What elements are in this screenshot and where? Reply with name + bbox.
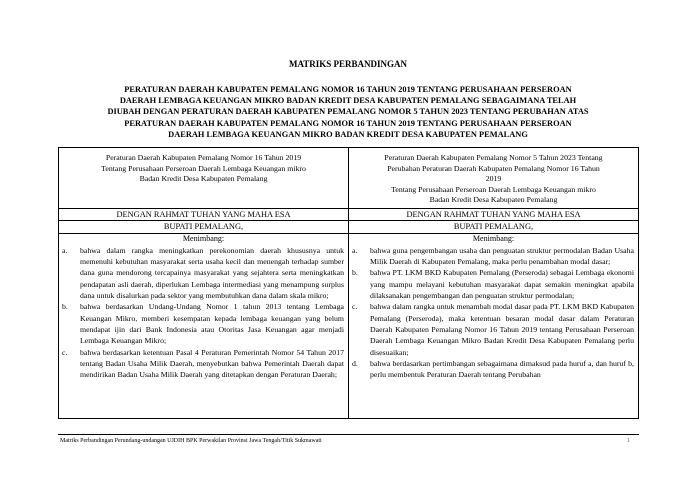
item-marker: b. xyxy=(352,268,358,278)
header-line: Badan Kredit Desa Kabupaten Pemalang xyxy=(139,174,268,184)
right-grace-phrase: DENGAN RAHMAT TUHAN YANG MAHA ESA xyxy=(349,208,639,221)
item-marker: d. xyxy=(352,358,358,368)
list-item xyxy=(349,301,638,357)
left-column-header xyxy=(59,148,349,209)
list-item xyxy=(349,267,638,301)
right-considerations xyxy=(349,233,639,418)
heading-line: PERATURAN DAERAH KABUPATEN PEMALANG NOMOR 16 TAHUN 2019 TENTANG PERUSAHAAN PERSEROAN xyxy=(124,85,572,94)
table-row xyxy=(59,221,639,234)
header-line: Perubahan Peraturan Daerah Kabupaten Pemalang Nomor 16 Tahun xyxy=(387,163,600,173)
table-header-row xyxy=(59,148,639,209)
item-text: bahwa berdasarkan ketentuan Pasal 4 Peraturan Pemerintah Nomor 54 Tahun 2017 tentang Badan Usaha Milik Daerah, menyebutkan bahwa Pemerintah Daerah dapat mendirikan Badan Usaha Milik Daerah yang ditetapkan dengan Peraturan Daerah; xyxy=(80,347,344,380)
header-line: Tentang Perusahaan Perseroan Daerah Lembaga Keuangan mikro xyxy=(101,163,306,173)
heading-line: DAERAH LEMBAGA KEUANGAN MIKRO BADAN KREDIT DESA KABUPATEN PEMALANG SEBAGAIMANA TELAH xyxy=(119,96,577,106)
list-item xyxy=(349,358,638,381)
item-marker: c. xyxy=(352,302,358,312)
item-marker: a. xyxy=(352,245,358,255)
list-item xyxy=(349,245,638,268)
heading-line: DIUBAH DENGAN PERATURAN DAERAH KABUPATEN PEMALANG NOMOR 5 TAHUN 2023 TENTANG PERUBAHAN ATAS xyxy=(107,107,589,117)
item-text: bahwa dalam rangka untuk menambah modal dasar pada PT. LKM BKD Kabupaten Pemalang (Perseroda), maka ketentuan besaran modal dasar dalam Peraturan Daerah Kabupaten Pemalang Nomor 16 Tahun 2019 tentang Perusahaan Perseroan Daerah Lembaga Keuangan Mikro Badan Kredit Desa Kabupaten Pemalang perlu disesuaikan; xyxy=(370,302,634,357)
item-text: bahwa berdasarkan pertimbangan sebagaimana dimaksud pada huruf a, dan huruf b, perlu membentuk Peraturan Daerah tentang Perubahan xyxy=(370,358,634,380)
heading-line: PERATURAN DAERAH KABUPATEN PEMALANG NOMOR 16 TAHUN 2019 TENTANG PERUSAHAAN PERSEROAN xyxy=(124,118,572,128)
item-text: bahwa berdasarkan Undang-Undang Nomor 1 tahun 2013 tentang Lembaga Keuangan Mikro, memberi kesempatan kepada lembaga keuangan yang belum mendapat ijin dari Bank Indonesia atau Otoritas Jasa Keuangan agar menjadi Lembaga Keuangan Mikro; xyxy=(80,302,344,346)
page-footer: Matriks Perbandingan Perundang-undangan UJDIH BPK Perwakilan Provinsi Jawa Tengah/Titik Sukmawati xyxy=(60,438,322,444)
item-text: bahwa guna pengembangan usaha dan penguatan struktur permodalan Badan Usaha Milik Daerah di Kabupaten Pemalang, maka perlu penambahan modal dasar; xyxy=(370,245,634,267)
considering-label: Menimbang: xyxy=(182,233,225,243)
page-number: 1 xyxy=(627,438,630,444)
list-item xyxy=(59,245,348,301)
right-official-title: BUPATI PEMALANG, xyxy=(349,221,639,234)
item-text: bahwa PT. LKM BKD Kabupaten Pemalang (Perseroda) sebagai Lembaga ekonomi yang mampu melayani kebutuhan masyarakat dapat semakin meningkat apabila dilaksanakan pengembangan dan penguatan struktur permodalan; xyxy=(370,268,634,301)
header-line: Peraturan Daerah Kabupaten Pemalang Nomor 5 Tahun 2023 Tentang xyxy=(384,153,603,162)
table-row xyxy=(59,233,639,418)
considering-label: Menimbang: xyxy=(472,233,515,243)
heading-line: DAERAH LEMBAGA KEUANGAN MIKRO BADAN KREDIT DESA KABUPATEN PEMALANG xyxy=(168,129,528,139)
item-marker: b. xyxy=(62,302,68,312)
header-line: 2019 xyxy=(485,174,502,184)
document-title: MATRIKS PERBANDINGAN xyxy=(288,59,408,69)
footer-divider xyxy=(58,434,639,435)
header-line: Peraturan Daerah Kabupaten Pemalang Nomor 16 Tahun 2019 xyxy=(105,153,302,162)
header-line: Tentang Perusahaan Perseroan Daerah Lembaga Keuangan mikro xyxy=(391,184,596,194)
header-line: Badan Kredit Desa Kabupaten Pemalang xyxy=(429,195,558,205)
left-official-title: BUPATI PEMALANG, xyxy=(59,221,349,234)
right-column-header xyxy=(349,148,639,209)
left-considerations xyxy=(59,233,349,418)
comparison-table xyxy=(58,147,639,419)
table-row xyxy=(59,208,639,221)
item-marker: c. xyxy=(62,347,68,357)
regulation-heading xyxy=(60,84,636,140)
list-item xyxy=(59,347,348,381)
list-item xyxy=(59,301,348,346)
left-grace-phrase: DENGAN RAHMAT TUHAN YANG MAHA ESA xyxy=(59,208,349,221)
item-marker: a. xyxy=(62,245,68,255)
item-text: bahwa dalam rangka meningkatkan perekonomian daerah khususnya untuk memenuhi kebutuhan masyarakat serta usaha kecil dan menengah terhadap sumber dana guna mendorong tercapainya masyarakat yang sejahtera serta meningkatkan pendapatan asli daerah, diperlukan Lembaga intermediasi yang menampung surplus dana untuk disalurkan pada sektor yang membutuhkan dana dalam skala mikro; xyxy=(80,245,344,301)
